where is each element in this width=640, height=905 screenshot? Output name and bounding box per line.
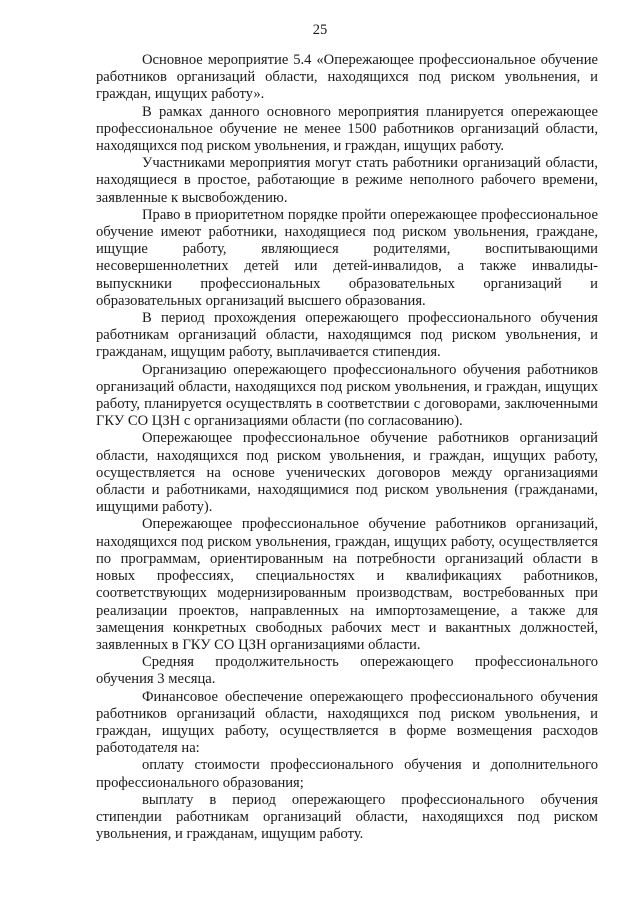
paragraph-10: Финансовое обеспечение опережающего профессионального обучения работников организаций области, находящихся под риском увольнения, и граждан, ищущих работу, осуществляется в форме возмещения расходов работодателя на: (96, 688, 598, 757)
paragraph-11: оплату стоимости профессионального обучения и дополнительного профессионального образования; (96, 757, 598, 791)
paragraph-1: Основное мероприятие 5.4 «Опережающее профессиональное обучение работников организаций области, находящихся под риском увольнения, и граждан, ищущих работу». (96, 52, 598, 103)
paragraph-12: выплату в период опережающего профессионального обучения стипендии работникам организаций области, находящихся под риском увольнения, и гражданам, ищущим работу. (96, 791, 598, 843)
paragraph-4: Право в приоритетном порядке пройти опережающее профессиональное обучение имеют работники, находящиеся под риском увольнения, граждане, ищущие работу, являющиеся родителями, воспитывающими несовершеннолетних детей или детей-инвалидов, а также инвалиды-выпускники профессиональных образовательных организаций и образовательных организаций высшего образования. (96, 206, 598, 309)
page-number: 25 (312, 22, 328, 38)
paragraph-6: Организацию опережающего профессионального обучения работников организаций области, находящихся под риском увольнения, и граждан, ищущих работу, планируется осуществлять в соответствии с договорами, заключенными ГКУ СО ЦЗН с организациями области (по согласованию). (96, 361, 598, 430)
paragraph-7: Опережающее профессиональное обучение работников организаций области, находящихся под риском увольнения, и граждан, ищущих работу, осуществляется на основе ученических договоров между организациями области и работниками, находящимися под риском увольнения (гражданами, ищущими работу). (96, 430, 598, 516)
paragraph-3: Участниками мероприятия могут стать работники организаций области, находящиеся в простое, работающие в режиме неполного рабочего времени, заявленные к высвобождению. (96, 155, 598, 206)
paragraph-8: Опережающее профессиональное обучение работников организаций, находящихся под риском увольнения, граждан, ищущих работу, осуществляется по программам, ориентированным на потребности организаций области в новых профессиях, специальностях и квалификациях работников, соответствующих модернизированным производствам, востребованных при реализации проектов, направленных на импортозамещение, а также для замещения конкретных свободных рабочих мест и вакантных должностей, заявленных в ГКУ СО ЦЗН организациями области. (96, 516, 598, 653)
paragraph-9: Средняя продолжительность опережающего профессионального обучения 3 месяца. (96, 654, 598, 688)
paragraph-5: В период прохождения опережающего профессионального обучения работникам организаций области, находящимся под риском увольнения, и гражданам, ищущим работу, выплачивается стипендия. (96, 310, 598, 361)
document-body (96, 52, 598, 843)
paragraph-2: В рамках данного основного мероприятия планируется опережающее профессиональное обучение не менее 1500 работников организаций области, находящихся под риском увольнения, и граждан, ищущих работу. (96, 103, 598, 155)
